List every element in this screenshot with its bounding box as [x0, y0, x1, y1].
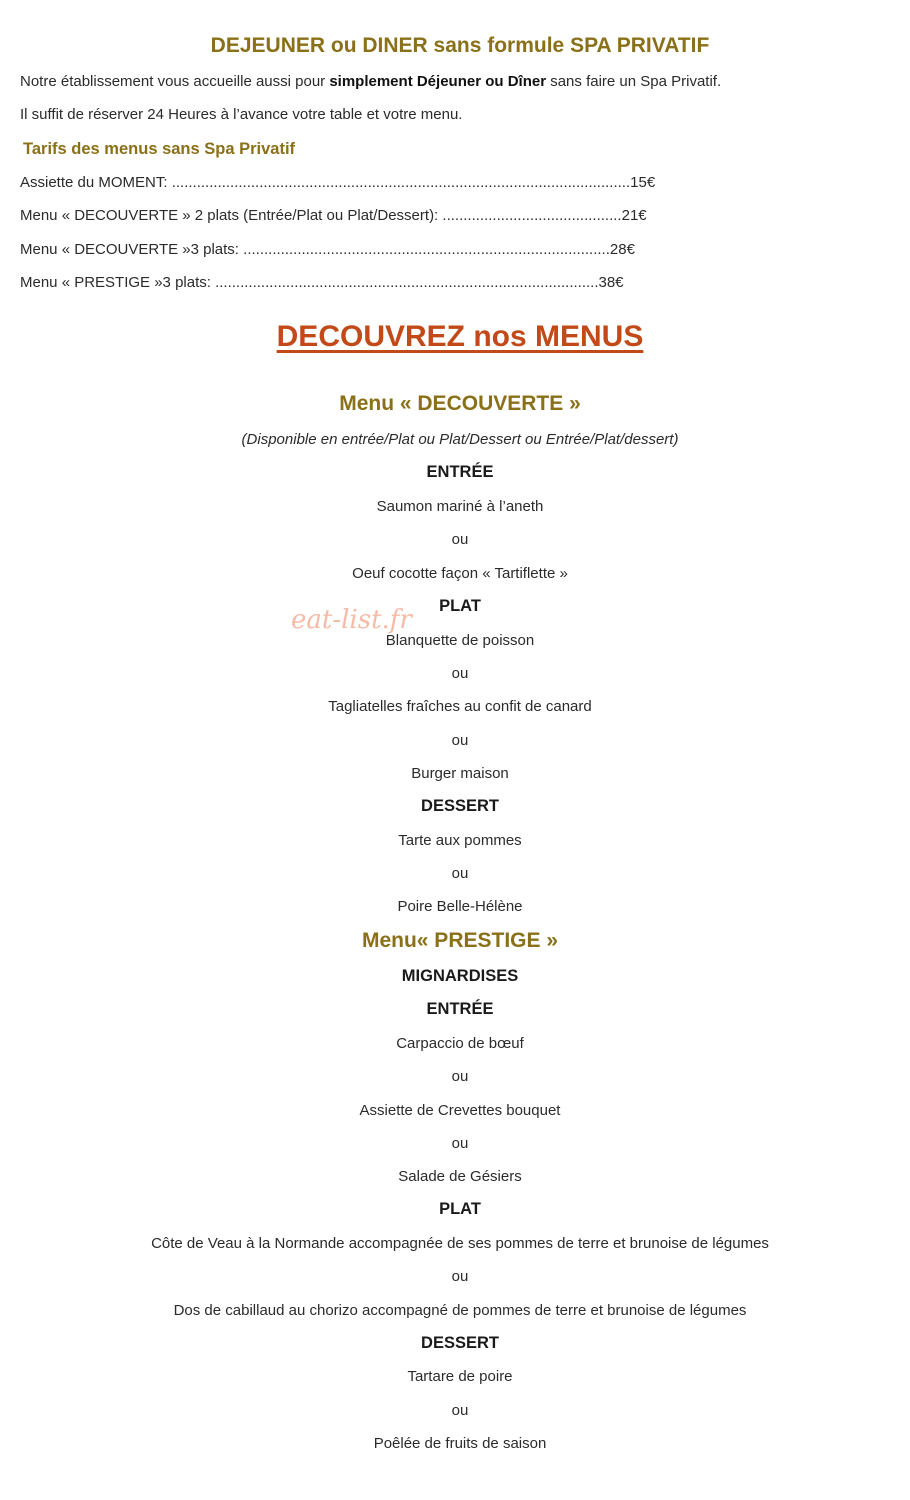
decouverte-ou-4: ou	[451, 865, 469, 882]
decouverte-dessert-1: Tarte aux pommes	[398, 832, 522, 849]
decouverte-plat-label: PLAT	[439, 597, 481, 615]
watermark-text: eat-list.fr	[291, 605, 412, 635]
intro-line-2: Il suffit de réserver 24 Heures à l’avance votre table et votre menu.	[20, 106, 463, 123]
page-heading: DEJEUNER ou DINER sans formule SPA PRIVATIF	[210, 34, 710, 57]
tarifs-title: Tarifs des menus sans Spa Privatif	[23, 140, 296, 158]
decouverte-plat-2: Tagliatelles fraîches au confit de canard	[328, 698, 592, 715]
decouverte-title: Menu « DECOUVERTE »	[339, 392, 581, 415]
prestige-dessert-label: DESSERT	[421, 1334, 499, 1352]
prestige-entree-3: Salade de Gésiers	[398, 1168, 522, 1185]
prestige-mignardises-label: MIGNARDISES	[401, 967, 519, 985]
prestige-plat-1: Côte de Veau à la Normande accompagnée de ses pommes de terre et brunoise de légumes	[151, 1235, 769, 1252]
decouverte-entree-1: Saumon mariné à l’aneth	[376, 498, 544, 515]
decouverte-entree-2: Oeuf cocotte façon « Tartiflette »	[352, 565, 568, 582]
prestige-dessert-2: Poêlée de fruits de saison	[373, 1435, 547, 1452]
price-row-assiette: Assiette du MOMENT: ..............................................................................................................15€	[20, 174, 656, 191]
intro-line-1	[20, 73, 721, 90]
prestige-title: Menu« PRESTIGE »	[361, 929, 559, 952]
price-row-prestige: Menu « PRESTIGE »3 plats: ............................................................................................38€	[20, 274, 624, 291]
price-row-decouverte-2: Menu « DECOUVERTE » 2 plats (Entrée/Plat ou Plat/Dessert): ...........................................21€	[20, 207, 647, 224]
intro-line-1-bold: simplement Déjeuner ou Dîner	[329, 73, 547, 90]
prestige-ou-2: ou	[451, 1135, 469, 1152]
prestige-ou-1: ou	[451, 1068, 469, 1085]
prestige-entree-label: ENTRÉE	[426, 1000, 494, 1018]
prestige-ou-4: ou	[451, 1402, 469, 1419]
decouverte-ou-2: ou	[451, 665, 469, 682]
prestige-entree-2: Assiette de Crevettes bouquet	[359, 1102, 561, 1119]
prestige-entree-1: Carpaccio de bœuf	[396, 1035, 524, 1052]
decouverte-dessert-label: DESSERT	[421, 797, 499, 815]
prestige-ou-3: ou	[451, 1268, 469, 1285]
prestige-dessert-1: Tartare de poire	[407, 1368, 513, 1385]
decouverte-note: (Disponible en entrée/Plat ou Plat/Dessert ou Entrée/Plat/dessert)	[241, 431, 679, 448]
decouverte-plat-3: Burger maison	[411, 765, 509, 782]
decouverte-plat-1: Blanquette de poisson	[385, 632, 535, 649]
prestige-plat-label: PLAT	[439, 1200, 481, 1218]
price-row-decouverte-3: Menu « DECOUVERTE »3 plats: ........................................................................................28€	[20, 241, 635, 258]
decouverte-ou-3: ou	[451, 732, 469, 749]
intro-line-1-prefix: Notre établissement vous accueille aussi pour	[20, 73, 330, 90]
intro-line-1-suffix: sans faire un Spa Privatif.	[546, 73, 722, 90]
discover-menus-title: DECOUVREZ nos MENUS	[276, 320, 644, 353]
decouverte-entree-label: ENTRÉE	[426, 463, 494, 481]
decouverte-dessert-2: Poire Belle-Hélène	[397, 898, 523, 915]
prestige-plat-2: Dos de cabillaud au chorizo accompagné de pommes de terre et brunoise de légumes	[173, 1302, 747, 1319]
decouverte-ou-1: ou	[451, 531, 469, 548]
